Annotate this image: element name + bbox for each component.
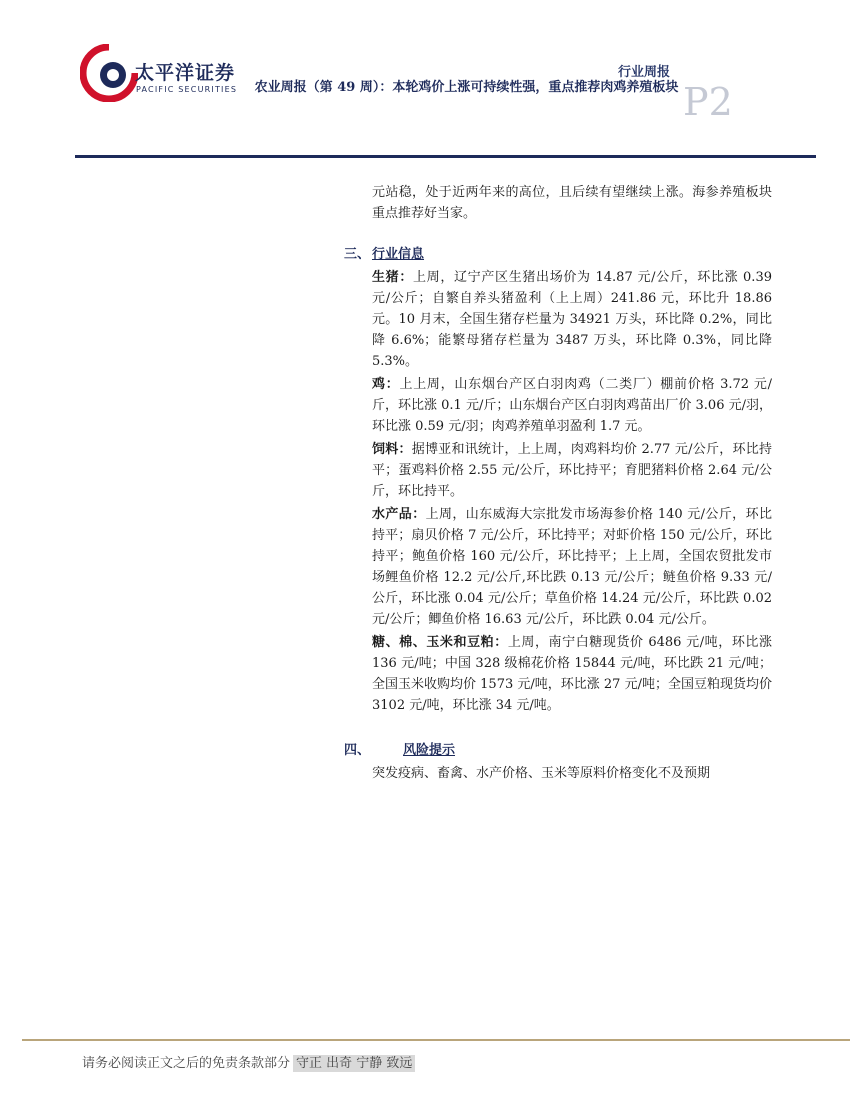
footer-divider bbox=[22, 1039, 850, 1041]
item-text: 上周，山东威海大宗批发市场海参价格 140 元/公斤，环比持平；扇贝价格 7 元/公斤，环比持平；对虾价格 150 元/公斤，环比持平；鲍鱼价格 160 元/公斤，环比持平；上上周，全国农贸批发市场鲤鱼价格 12.2 元/公斤,环比跌 0.13 元/公斤；鲢鱼价格 9.33 元/公斤，环比涨 0.04 元/公斤；草鱼价格 14.24 元/公斤，环比跌 0.02 元/公斤；鲫鱼价格 16.63 元/公斤，环比跌 0.04 元/公斤。 bbox=[372, 507, 772, 627]
report-category: 行业周报 bbox=[617, 65, 670, 80]
report-body bbox=[344, 182, 772, 784]
item-aquatic bbox=[372, 504, 772, 630]
item-commodities bbox=[372, 632, 772, 716]
item-label: 水产品： bbox=[372, 507, 426, 522]
item-text: 上周，南宁白糖现货价 6486 元/吨，环比涨 136 元/吨；中国 328 级棉花价格 15844 元/吨，环比跌 21 元/吨；全国玉米收购均价 1573 元/吨，环比涨 27 元/吨；全国豆粕现货均价 3102 元/吨，环比涨 34 元/吨。 bbox=[372, 635, 772, 713]
section-heading-industry-info bbox=[344, 244, 772, 265]
section-heading-risk bbox=[344, 740, 772, 761]
logo-name-cn: 太平洋证券 bbox=[135, 62, 236, 84]
header-divider bbox=[75, 155, 816, 158]
footer-motto: 守正 出奇 宁静 致远 bbox=[293, 1055, 415, 1072]
section-number: 四、 bbox=[344, 743, 371, 758]
item-label: 糖、棉、玉米和豆粕： bbox=[372, 635, 508, 650]
pacific-securities-logo-icon bbox=[80, 44, 138, 102]
item-feed bbox=[372, 439, 772, 502]
page-number: P2 bbox=[683, 80, 733, 124]
footer-disclaimer: 请务必阅读正文之后的免责条款部分 bbox=[82, 1056, 291, 1071]
logo-name-en: PACIFIC SECURITIES bbox=[136, 85, 238, 94]
item-chicken bbox=[372, 374, 772, 437]
item-text: 上周，辽宁产区生猪出场价为 14.87 元/公斤，环比涨 0.39 元/公斤；自繁自养头猪盈利（上上周）241.86 元，环比升 18.86 元。10 月末，全国生猪存栏量为 34921 万头，环比降 0.2%，同比降 6.6%；能繁母猪存栏量为 3487 万头，环比降 0.3%，同比降 5.3%。 bbox=[372, 270, 772, 369]
section-title: 行业信息 bbox=[372, 247, 425, 262]
item-hog bbox=[372, 267, 772, 372]
item-label: 生猪： bbox=[372, 270, 414, 285]
section-number: 三、 bbox=[344, 247, 371, 262]
risk-text: 突发疫病、畜禽、水产价格、玉米等原料价格变化不及预期 bbox=[372, 766, 711, 781]
item-label: 鸡： bbox=[372, 377, 400, 392]
item-text: 上上周，山东烟台产区白羽肉鸡（二类厂）棚前价格 3.72 元/斤，环比涨 0.1 元/斤；山东烟台产区白羽肉鸡苗出厂价 3.06 元/羽，环比涨 0.59 元/羽；肉鸡养殖单羽盈利 1.7 元。 bbox=[372, 377, 772, 434]
section-title: 风险提示 bbox=[403, 743, 456, 758]
company-logo bbox=[80, 44, 250, 104]
report-title: 农业周报（第 49 周）：本轮鸡价上涨可持续性强，重点推荐肉鸡养殖板块 bbox=[254, 80, 679, 95]
item-label: 饲料： bbox=[372, 442, 412, 457]
footer bbox=[82, 1052, 415, 1071]
item-text: 据博亚和讯统计，上上周，肉鸡料均价 2.77 元/公斤，环比持平；蛋鸡料价格 2.55 元/公斤，环比持平；育肥猪料价格 2.64 元/公斤，环比持平。 bbox=[372, 442, 772, 499]
intro-paragraph: 元站稳，处于近两年来的高位，且后续有望继续上涨。海参养殖板块重点推荐好当家。 bbox=[372, 185, 772, 221]
